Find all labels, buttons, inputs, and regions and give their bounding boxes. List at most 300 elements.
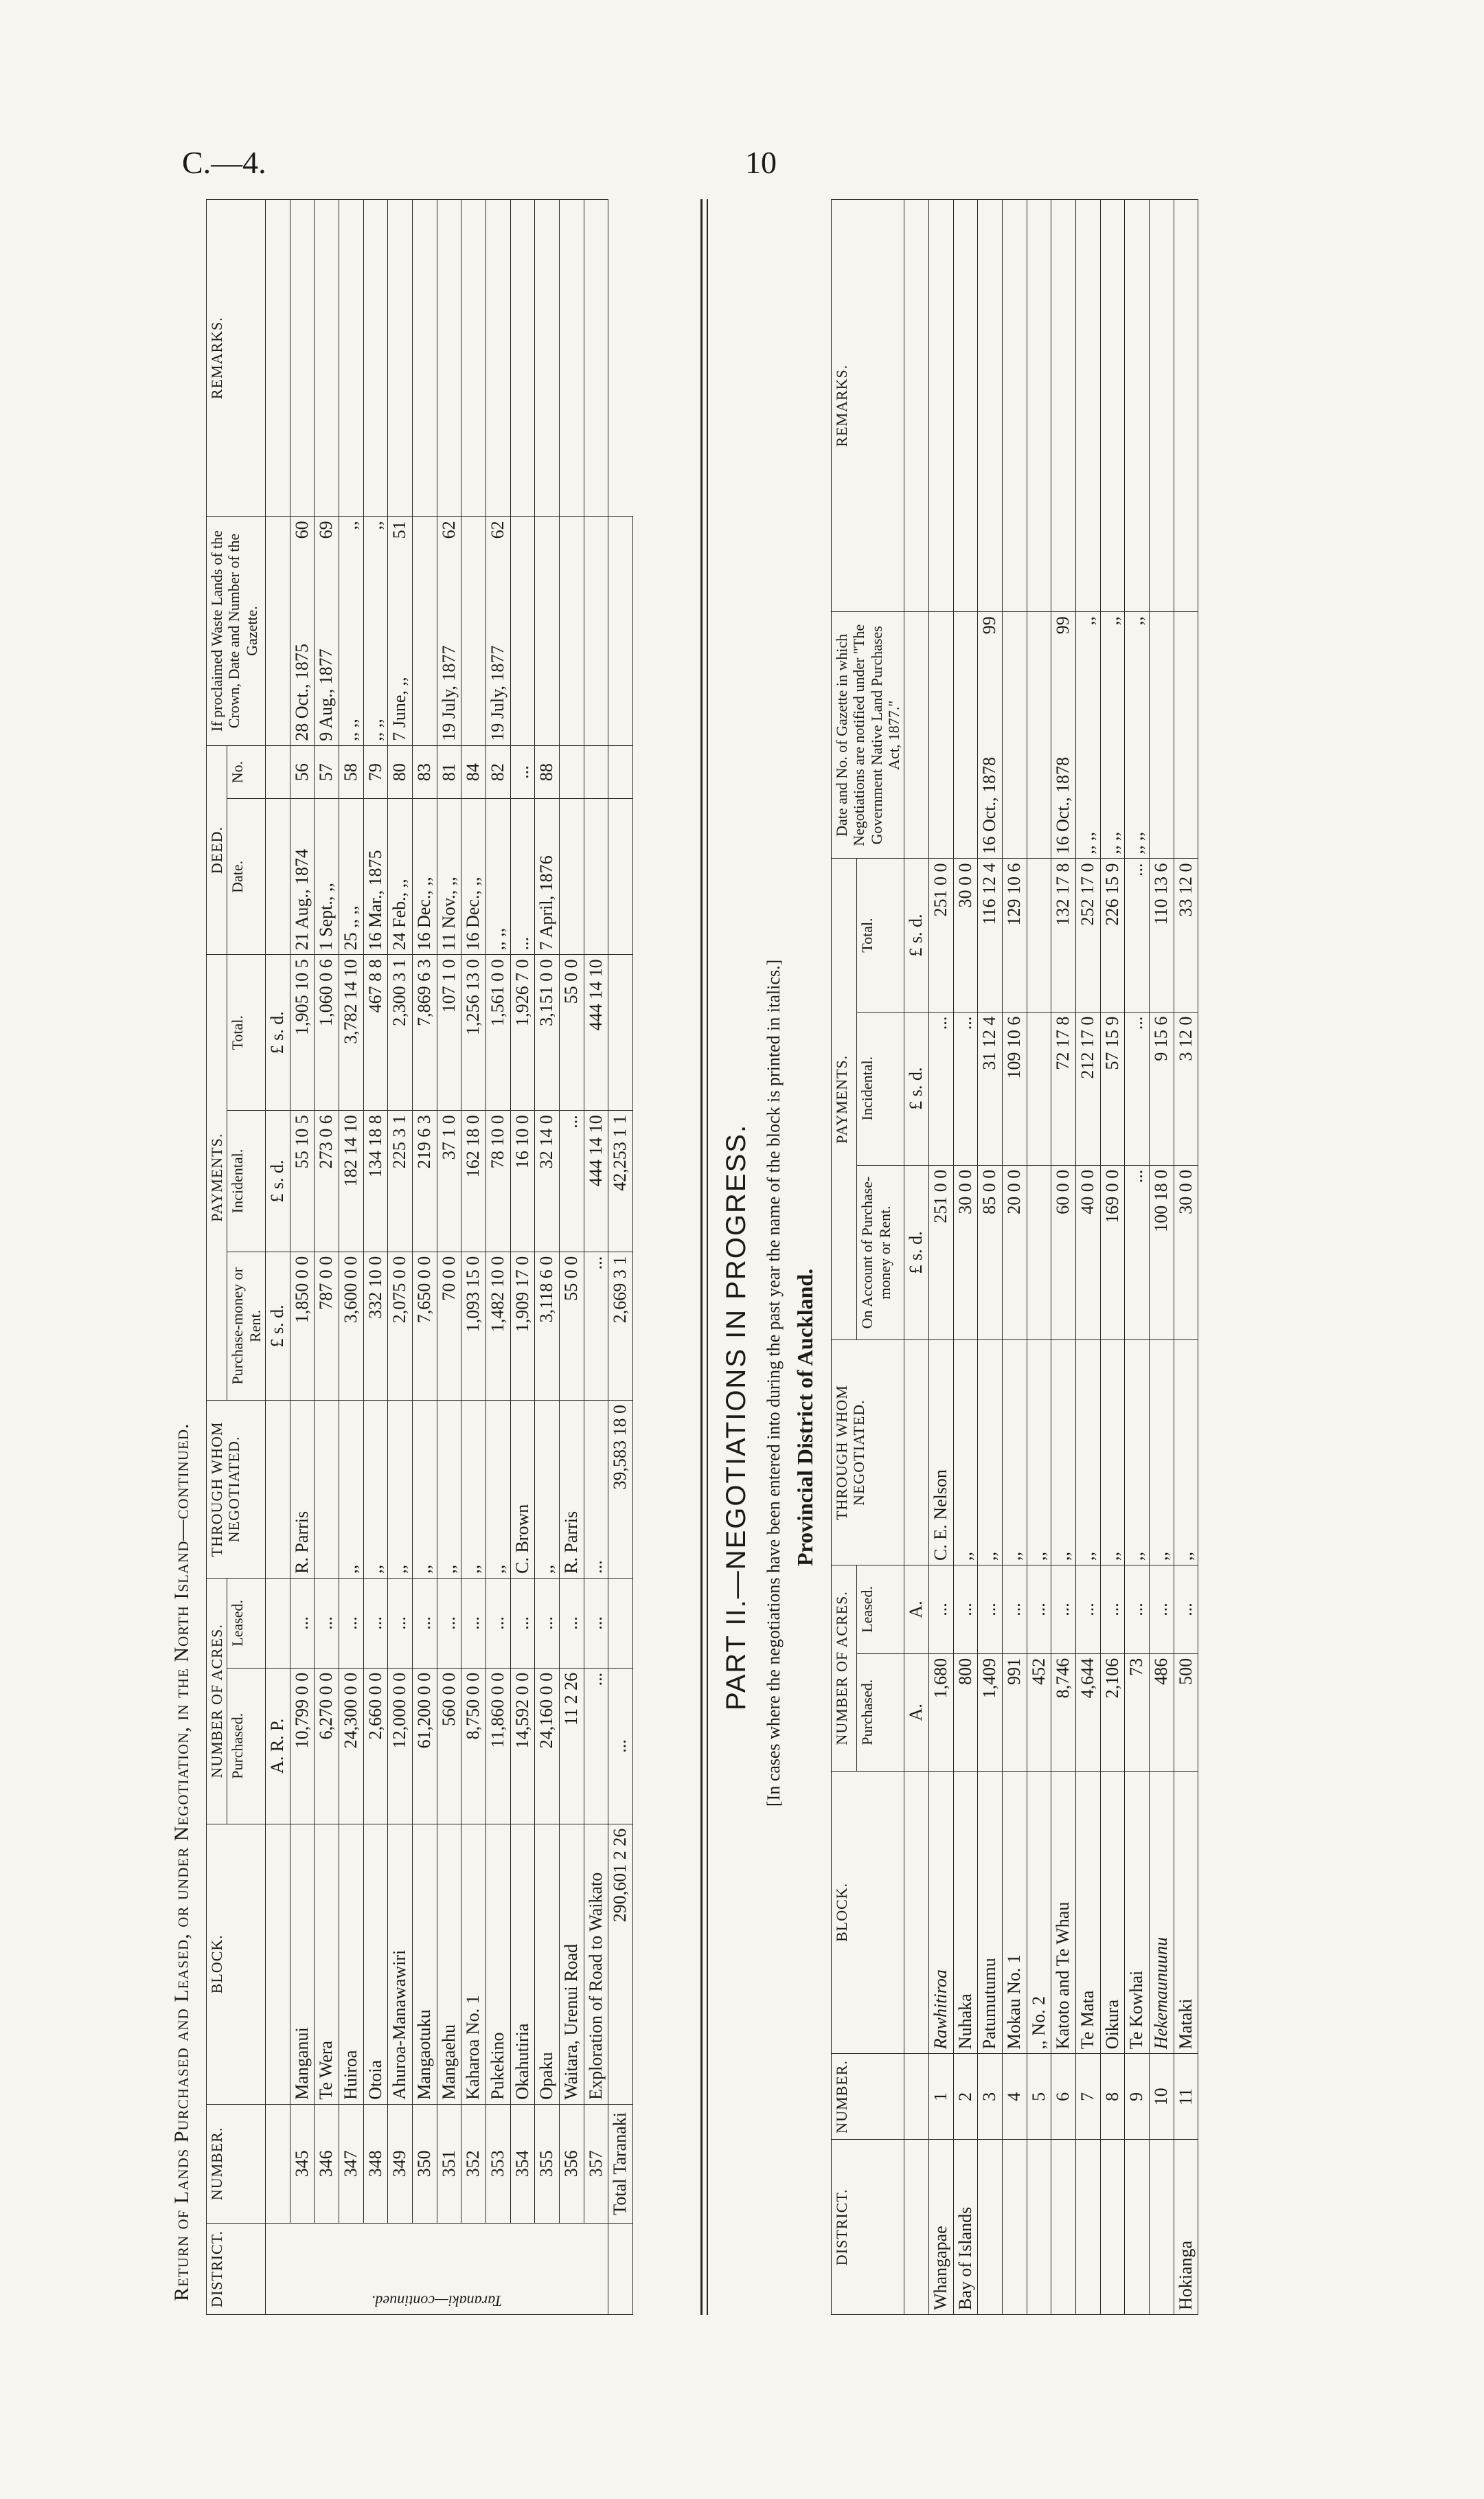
row-block: Te Wera	[315, 1824, 339, 2104]
row-gazette	[486, 517, 510, 745]
row-remarks	[1149, 200, 1174, 612]
col-gazette: Date and No. of Gazette in which Negotiations are notified under "The Government Native Land Purchases Act, 1877."	[832, 612, 904, 859]
row-purchase-money: ...	[584, 1252, 608, 1400]
row-purchased: 6,270 0 0	[315, 1668, 339, 1824]
row-incidental: 219 6 3	[412, 1111, 437, 1252]
row-total: 7,869 6 3	[412, 955, 437, 1111]
total-leased: ...	[608, 1668, 633, 1824]
row-gazette-date: 9 Aug., 1877	[316, 648, 336, 741]
table-row	[1075, 200, 1100, 2315]
row-deed-date: 24 Feb., ,,	[388, 799, 413, 955]
row-remarks	[315, 200, 339, 517]
row-deed-no: 80	[388, 745, 413, 799]
table-row	[978, 200, 1003, 2315]
row-incidental: 9 15 6	[1149, 1012, 1174, 1165]
row-through: ,,	[339, 1401, 363, 1579]
row-on-account: 85 0 0	[978, 1165, 1003, 1340]
row-number: 3	[978, 2054, 1003, 2140]
row-number: 356	[559, 2104, 584, 2223]
row-deed-no: 79	[363, 745, 388, 799]
row-remarks	[559, 200, 584, 517]
row-purchased: 8,750 0 0	[461, 1668, 486, 1824]
row-total: 1,905 10 5	[290, 955, 315, 1111]
row-gazette-date: ,, ,,	[1101, 832, 1122, 855]
row-incidental: 72 17 8	[1051, 1012, 1076, 1165]
row-district: Bay of Islands	[953, 2140, 978, 2315]
row-leased: ...	[339, 1578, 363, 1668]
col-on-account: On Account of Purchase-money or Rent.	[857, 1165, 904, 1340]
row-gazette-date: ,, ,,	[340, 719, 361, 741]
row-number: 4	[1002, 2054, 1027, 2140]
row-remarks	[1027, 200, 1051, 612]
row-on-account: ...	[1125, 1165, 1150, 1340]
row-purchased: 24,300 0 0	[339, 1668, 363, 1824]
row-on-account: 30 0 0	[953, 1165, 978, 1340]
row-total: 129 10 6	[1002, 859, 1027, 1012]
row-incidental: ...	[1125, 1012, 1150, 1165]
col-number: NUMBER.	[832, 2054, 904, 2140]
row-deed-no: 56	[290, 745, 315, 799]
row-deed-no: 81	[437, 745, 461, 799]
row-incidental: 3 12 0	[1174, 1012, 1198, 1165]
row-through: R. Parris	[290, 1401, 315, 1579]
row-deed-no	[584, 745, 608, 799]
row-deed-date	[584, 799, 608, 955]
row-gazette-date: ,, ,,	[365, 719, 385, 741]
row-gazette	[339, 517, 363, 745]
part2-note: [In cases where the negotiations have been entered into during the past year the name of the block is printed in italics.]	[764, 959, 784, 1807]
row-leased: ...	[559, 1578, 584, 1668]
table-row	[1125, 200, 1150, 2315]
row-total: 2,300 3 1	[388, 955, 413, 1111]
row-through	[315, 1401, 339, 1579]
part-divider	[700, 199, 703, 2315]
row-leased: ...	[388, 1578, 413, 1668]
row-purchased: 800	[953, 1653, 978, 1771]
col-number: NUMBER.	[207, 2104, 266, 2223]
row-through: ,,	[978, 1340, 1003, 1565]
row-remarks	[584, 200, 608, 517]
row-block: Exploration of Road to Waikato	[584, 1824, 608, 2104]
row-remarks	[510, 200, 535, 517]
table-row	[1027, 200, 1051, 2315]
row-total: 132 17 8	[1051, 859, 1076, 1012]
row-purchased: 14,592 0 0	[510, 1668, 535, 1824]
row-incidental: 37 1 0	[437, 1111, 461, 1252]
row-purchase-money: 787 0 0	[315, 1252, 339, 1400]
page-number: 10	[745, 145, 777, 180]
total-label: Total Taranaki	[608, 2104, 633, 2223]
row-block: Rawhitiroa	[928, 1771, 953, 2054]
part1-table	[206, 199, 633, 2315]
row-gazette-no: 60	[291, 521, 312, 539]
row-total: 467 8 8	[363, 955, 388, 1111]
row-district	[1149, 2140, 1174, 2315]
col-deed: DEED.	[207, 745, 227, 955]
row-gazette-date: 16 Oct., 1878	[979, 756, 1000, 855]
row-purchased: 61,200 0 0	[412, 1668, 437, 1824]
row-through: ,,	[1174, 1340, 1198, 1565]
row-leased: ...	[953, 1565, 978, 1654]
table-row	[953, 200, 978, 2315]
col-payments: PAYMENTS.	[832, 859, 857, 1340]
row-block: Otoia	[363, 1824, 388, 2104]
row-leased: ...	[315, 1578, 339, 1668]
row-total: 444 14 10	[584, 955, 608, 1111]
table-row	[339, 200, 363, 2315]
row-purchase-money: 1,093 15 0	[461, 1252, 486, 1400]
row-total: 1,561 0 0	[486, 955, 510, 1111]
row-purchased: 73	[1125, 1653, 1150, 1771]
row-through: C. Brown	[510, 1401, 535, 1579]
row-number: 351	[437, 2104, 461, 2223]
row-on-account: 100 18 0	[1149, 1165, 1174, 1340]
row-gazette	[388, 517, 413, 745]
row-remarks	[290, 200, 315, 517]
row-purchased: 560 0 0	[437, 1668, 461, 1824]
row-number: 348	[363, 2104, 388, 2223]
row-gazette	[953, 612, 978, 859]
row-deed-date: ,, ,,	[486, 799, 510, 955]
row-leased: ...	[584, 1578, 608, 1668]
row-deed-date: 25 ,, ,,	[339, 799, 363, 955]
col-purchase-money: Purchase-money or Rent.	[227, 1252, 266, 1400]
row-through: ,,	[363, 1401, 388, 1579]
row-leased: ...	[1027, 1565, 1051, 1654]
col-purchased: Purchased.	[227, 1668, 266, 1824]
row-deed-no: ...	[510, 745, 535, 799]
district-taranaki: Taranaki—continued.	[265, 2223, 608, 2314]
row-through: ,,	[461, 1401, 486, 1579]
row-number: 350	[412, 2104, 437, 2223]
row-incidental: ...	[559, 1111, 584, 1252]
row-remarks	[1002, 200, 1027, 612]
row-block: Huiroa	[339, 1824, 363, 2104]
row-block: Nuhaka	[953, 1771, 978, 2054]
row-purchased: ...	[584, 1668, 608, 1824]
row-incidental: 212 17 0	[1075, 1012, 1100, 1165]
row-gazette	[290, 517, 315, 745]
table-row	[1100, 200, 1125, 2315]
row-gazette-no: 99	[979, 616, 1000, 635]
row-gazette-no: ,,	[365, 521, 385, 530]
row-number: 357	[584, 2104, 608, 2223]
row-district	[1027, 2140, 1051, 2315]
row-incidental: 182 14 10	[339, 1111, 363, 1252]
row-gazette	[315, 517, 339, 745]
row-gazette	[1027, 612, 1051, 859]
row-through: ...	[584, 1401, 608, 1579]
money-units: £ s. d.	[265, 1111, 290, 1252]
row-number: 8	[1100, 2054, 1125, 2140]
row-total: 3,151 0 0	[535, 955, 560, 1111]
row-incidental: 162 18 0	[461, 1111, 486, 1252]
col-incidental: Incidental.	[857, 1012, 904, 1165]
row-gazette-no: 69	[316, 521, 336, 539]
row-through: ,,	[1100, 1340, 1125, 1565]
row-remarks	[1100, 200, 1125, 612]
row-block: Waitara, Urenui Road	[559, 1824, 584, 2104]
table-row	[1002, 200, 1027, 2315]
row-gazette-no: 62	[487, 521, 507, 539]
row-gazette	[584, 517, 608, 745]
row-deed-no	[559, 745, 584, 799]
part1-title: Return of Lands Purchased and Leased, or under Negotiation, in the North Island—continued.	[170, 1423, 193, 2301]
row-gazette	[535, 517, 560, 745]
row-purchase-money: 332 10 0	[363, 1252, 388, 1400]
col-remarks: REMARKS.	[832, 200, 904, 612]
row-block: Mangaotuku	[412, 1824, 437, 2104]
table-row	[1051, 200, 1076, 2315]
row-remarks	[953, 200, 978, 612]
col-block: BLOCK.	[207, 1824, 266, 2104]
row-deed-no: 58	[339, 745, 363, 799]
row-leased: ...	[1002, 1565, 1027, 1654]
col-block: BLOCK.	[832, 1771, 904, 2054]
row-block: Mataki	[1174, 1771, 1198, 2054]
row-remarks	[461, 200, 486, 517]
row-on-account	[1027, 1165, 1051, 1340]
row-remarks	[437, 200, 461, 517]
part2-title: PART II.—NEGOTIATIONS IN PROGRESS.	[721, 1123, 751, 1710]
row-purchased: 452	[1027, 1653, 1051, 1771]
row-incidental: 134 18 8	[363, 1111, 388, 1252]
row-number: 11	[1174, 2054, 1198, 2140]
row-purchase-money: 1,482 10 0	[486, 1252, 510, 1400]
row-on-account: 30 0 0	[1174, 1165, 1198, 1340]
row-incidental: 16 10 0	[510, 1111, 535, 1252]
row-total: 251 0 0	[928, 859, 953, 1012]
row-through: ,,	[1051, 1340, 1076, 1565]
col-district: DISTRICT.	[207, 2223, 266, 2314]
row-through: R. Parris	[559, 1401, 584, 1579]
row-leased: ...	[928, 1565, 953, 1654]
row-remarks	[1051, 200, 1076, 612]
acres-units: A. R. P.	[265, 1668, 290, 1824]
row-block: Mangaehu	[437, 1824, 461, 2104]
row-incidental: 32 14 0	[535, 1111, 560, 1252]
row-on-account: 40 0 0	[1075, 1165, 1100, 1340]
col-remarks: REMARKS.	[207, 200, 266, 517]
row-total: 226 15 9	[1100, 859, 1125, 1012]
row-gazette-no: ,,	[1101, 616, 1122, 626]
row-total: 110 13 6	[1149, 859, 1174, 1012]
row-block: Te Mata	[1075, 1771, 1100, 2054]
col-total: Total.	[227, 955, 266, 1111]
row-remarks	[1075, 200, 1100, 612]
row-gazette	[363, 517, 388, 745]
row-remarks	[363, 200, 388, 517]
row-deed-no: 83	[412, 745, 437, 799]
row-incidental: 273 0 6	[315, 1111, 339, 1252]
total-incidental: 2,669 3 1	[608, 1252, 633, 1400]
row-gazette-date: ,, ,,	[1126, 832, 1147, 855]
table-row	[290, 200, 315, 2315]
row-deed-no: 88	[535, 745, 560, 799]
row-leased: ...	[1100, 1565, 1125, 1654]
row-gazette	[1002, 612, 1027, 859]
row-district: Whangapae	[928, 2140, 953, 2315]
row-gazette-no: ,,	[1126, 616, 1147, 626]
row-gazette	[510, 517, 535, 745]
row-block: Katoto and Te Whau	[1051, 1771, 1076, 2054]
row-gazette	[1075, 612, 1100, 859]
row-purchased: 10,799 0 0	[290, 1668, 315, 1824]
row-leased: ...	[1051, 1565, 1076, 1654]
row-total: 1,926 7 0	[510, 955, 535, 1111]
row-gazette	[1125, 612, 1150, 859]
row-through: ,,	[953, 1340, 978, 1565]
row-purchase-money: 3,118 6 0	[535, 1252, 560, 1400]
row-gazette	[978, 612, 1003, 859]
row-purchased: 12,000 0 0	[388, 1668, 413, 1824]
col-purchased: Purchased.	[857, 1653, 904, 1771]
row-purchased: 24,160 0 0	[535, 1668, 560, 1824]
row-total: 1,060 0 6	[315, 955, 339, 1111]
row-number: 10	[1149, 2054, 1174, 2140]
row-purchase-money: 3,600 0 0	[339, 1252, 363, 1400]
row-number: 2	[953, 2054, 978, 2140]
row-leased: ...	[461, 1578, 486, 1668]
row-purchased: 991	[1002, 1653, 1027, 1771]
row-purchased: 11,860 0 0	[486, 1668, 510, 1824]
row-gazette-date: ,, ,,	[1077, 832, 1097, 855]
row-remarks	[978, 200, 1003, 612]
table-row	[461, 200, 486, 2315]
row-deed-date	[559, 799, 584, 955]
row-leased: ...	[510, 1578, 535, 1668]
row-remarks	[412, 200, 437, 517]
row-remarks	[928, 200, 953, 612]
row-block: Manganui	[290, 1824, 315, 2104]
row-deed-date: 16 Dec., ,,	[461, 799, 486, 955]
row-number: 5	[1027, 2054, 1051, 2140]
row-block: Pukekino	[486, 1824, 510, 2104]
acres-units: A.	[904, 1653, 929, 1771]
col-incidental: Incidental.	[227, 1111, 266, 1252]
row-purchased: 1,409	[978, 1653, 1003, 1771]
row-purchased: 486	[1149, 1653, 1174, 1771]
row-gazette-date: 19 July, 1877	[487, 645, 507, 741]
row-gazette-date: 19 July, 1877	[438, 645, 459, 741]
row-on-account: 169 0 0	[1100, 1165, 1125, 1340]
row-deed-no: 57	[315, 745, 339, 799]
row-leased: ...	[978, 1565, 1003, 1654]
row-number: 354	[510, 2104, 535, 2223]
total-row	[608, 200, 633, 2315]
row-leased: ...	[437, 1578, 461, 1668]
row-incidental: 78 10 0	[486, 1111, 510, 1252]
row-purchase-money: 1,850 0 0	[290, 1252, 315, 1400]
row-incidental: 225 3 1	[388, 1111, 413, 1252]
row-leased: ...	[363, 1578, 388, 1668]
row-deed-date: 16 Mar., 1875	[363, 799, 388, 955]
row-through: C. E. Nelson	[928, 1340, 953, 1565]
row-remarks	[1125, 200, 1150, 612]
row-deed-date: 11 Nov., ,,	[437, 799, 461, 955]
table-row	[315, 200, 339, 2315]
row-total: 107 1 0	[437, 955, 461, 1111]
row-incidental: 31 12 4	[978, 1012, 1003, 1165]
row-on-account: 60 0 0	[1051, 1165, 1076, 1340]
row-gazette-date: 16 Oct., 1878	[1053, 756, 1073, 855]
row-number: 7	[1075, 2054, 1100, 2140]
row-through: ,,	[1027, 1340, 1051, 1565]
row-deed-date: 7 April, 1876	[535, 799, 560, 955]
row-through: ,,	[437, 1401, 461, 1579]
row-through: ,,	[1149, 1340, 1174, 1565]
col-leased: Leased.	[857, 1565, 904, 1654]
row-total: 30 0 0	[953, 859, 978, 1012]
table-row	[388, 200, 413, 2315]
row-gazette-no: ,,	[340, 521, 361, 530]
table-row	[363, 200, 388, 2315]
table-row	[510, 200, 535, 2315]
col-deed-no: No.	[227, 745, 266, 799]
row-remarks	[388, 200, 413, 517]
total-purchase-money: 39,583 18 0	[608, 1401, 633, 1579]
row-district	[1100, 2140, 1125, 2315]
row-purchased: 500	[1174, 1653, 1198, 1771]
row-total: 1,256 13 0	[461, 955, 486, 1111]
row-number: 9	[1125, 2054, 1150, 2140]
row-block: Te Kowhai	[1125, 1771, 1150, 2054]
row-total: 55 0 0	[559, 955, 584, 1111]
money-units: £ s. d.	[904, 859, 929, 1012]
row-on-account: 251 0 0	[928, 1165, 953, 1340]
row-deed-date: ...	[510, 799, 535, 955]
row-incidental: 444 14 10	[584, 1111, 608, 1252]
row-deed-no: 84	[461, 745, 486, 799]
row-block: Mokau No. 1	[1002, 1771, 1027, 2054]
row-purchased: 2,660 0 0	[363, 1668, 388, 1824]
row-purchase-money: 1,909 17 0	[510, 1252, 535, 1400]
row-through: ,,	[388, 1401, 413, 1579]
report-code: C.—4.	[182, 145, 266, 180]
rotated-content	[165, 131, 1367, 2329]
row-through: ,,	[1002, 1340, 1027, 1565]
row-remarks	[535, 200, 560, 517]
row-gazette	[1100, 612, 1125, 859]
total-purchased: 290,601 2 26	[608, 1824, 633, 2104]
row-through: ,,	[412, 1401, 437, 1579]
row-gazette-no: 62	[438, 521, 459, 539]
row-gazette	[1149, 612, 1174, 859]
row-purchased: 1,680	[928, 1653, 953, 1771]
row-gazette	[461, 517, 486, 745]
row-incidental: ...	[928, 1012, 953, 1165]
row-gazette	[559, 517, 584, 745]
row-number: 355	[535, 2104, 560, 2223]
row-leased: ...	[290, 1578, 315, 1668]
row-gazette-no: 51	[389, 521, 410, 539]
row-purchase-money: 70 0 0	[437, 1252, 461, 1400]
row-number: 6	[1051, 2054, 1076, 2140]
part-divider	[707, 199, 708, 2315]
row-gazette-no: ,,	[1077, 616, 1097, 626]
row-purchase-money: 7,650 0 0	[412, 1252, 437, 1400]
row-number: 352	[461, 2104, 486, 2223]
table-row	[928, 200, 953, 2315]
money-units: £ s. d.	[904, 1012, 929, 1165]
row-gazette	[412, 517, 437, 745]
row-number: 353	[486, 2104, 510, 2223]
table-row	[1149, 200, 1174, 2315]
col-deed-date: Date.	[227, 799, 266, 955]
row-incidental: 109 10 6	[1002, 1012, 1027, 1165]
row-through: ,,	[1125, 1340, 1150, 1565]
row-incidental: 57 15 9	[1100, 1012, 1125, 1165]
